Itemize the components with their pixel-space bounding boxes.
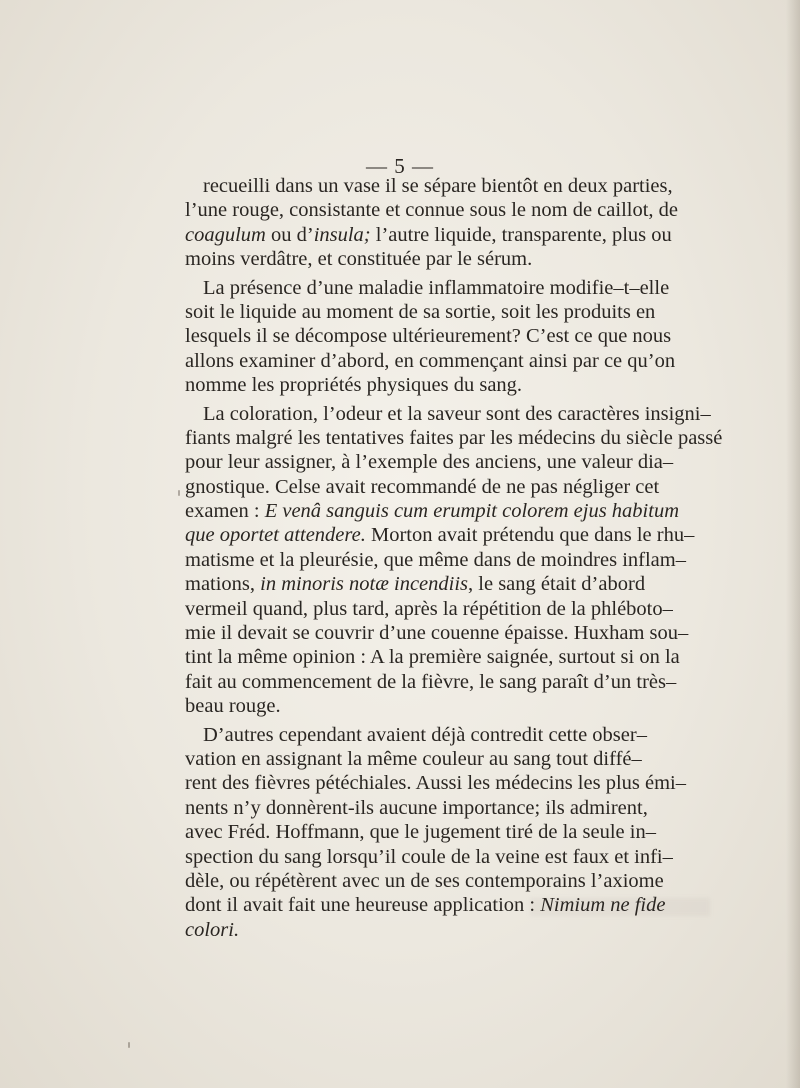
text-line: nents n’y donnèrent-ils aucune importance; ils admirent, [185,796,648,819]
text-line: nomme les propriétés physiques du sang. [185,374,523,397]
text-line: D’autres cependant avaient déjà contredit cette obser– [203,723,647,746]
text-run: l’autre liquide, transparente, plus ou [370,223,672,246]
italic-text: Nimium ne fide [540,894,666,917]
text-line [185,893,666,917]
italic-text: que oportet attendere. [185,524,366,547]
text-line: soit le liquide au moment de sa sortie, soit les produits en [185,300,656,323]
italic-text: coagulum [185,223,266,246]
text-line: dèle, ou répétèrent avec un de ses contemporains l’axiome [185,869,664,892]
text-line: moins verdâtre, et constituée par le sérum. [185,248,533,271]
paragraph [185,276,676,398]
text-line [185,572,646,596]
italic-text: in minoris notæ incendiis [260,573,469,596]
body-text [185,174,723,942]
text-run: , le sang était d’abord [468,573,646,596]
text-line: La coloration, l’odeur et la saveur sont des caractères insigni– [203,402,711,425]
text-line: rent des fièvres pétéchiales. Aussi les médecins les plus émi– [185,772,686,795]
text-line: beau rouge. [185,695,281,718]
text-line: fait au commencement de la fièvre, le sang paraît d’un très– [185,670,677,693]
text-line: recueilli dans un vase il se sépare bientôt en deux parties, [203,175,673,197]
text-line [185,499,680,523]
text-run: dont il avait fait une heureuse application : [185,894,541,917]
text-line: vation en assignant la même couleur au sang tout diffé– [185,747,642,770]
text-line: vermeil quand, plus tard, après la répétition de la phléboto– [185,597,673,620]
text-run: ou d’ [265,223,314,246]
text-run: Morton avait prétendu que dans le rhu– [365,524,695,547]
text-line: La présence d’une maladie inflammatoire modifie–t–elle [203,276,670,299]
text-run: examen : [185,500,265,523]
text-line: spection du sang lorsqu’il coule de la veine est faux et infi– [185,845,673,868]
text-line [185,523,695,547]
paper-speck [178,490,180,496]
text-line: gnostique. Celse avait recommandé de ne pas négliger cet [185,475,660,498]
text-line: lesquels il se décompose ultérieurement? C’est ce que nous [185,325,672,348]
text-line: fiants malgré les tentatives faites par les médecins du siècle passé [185,426,723,449]
text-line: allons examiner d’abord, en commençant ainsi par ce qu’on [185,349,676,372]
text-line: tint la même opinion : A la première saignée, surtout si on la [185,646,680,669]
paragraph [185,174,679,272]
text-line: avec Fréd. Hoffmann, que le jugement tiré de la seule in– [185,821,656,844]
paper-speck [128,1042,130,1048]
text-run: mations, [185,573,261,596]
italic-text: E venâ sanguis cum erumpit colorem ejus habitum [264,500,680,523]
italic-text: colori. [185,918,240,941]
text-line: l’une rouge, consistante et connue sous le nom de caillot, de [185,199,679,222]
italic-text: insula; [313,223,371,246]
text-line [185,223,672,247]
text-line: pour leur assigner, à l’exemple des anciens, une valeur dia– [185,451,674,474]
text-line: mie il devait se couvrir d’une couenne épaisse. Huxham sou– [185,622,689,645]
text-line [185,918,617,942]
text-line: matisme et la pleurésie, que même dans de moindres inflam– [185,548,686,571]
page-number: — 5 — [366,154,434,178]
paragraph [185,402,723,719]
paragraph [185,723,686,943]
